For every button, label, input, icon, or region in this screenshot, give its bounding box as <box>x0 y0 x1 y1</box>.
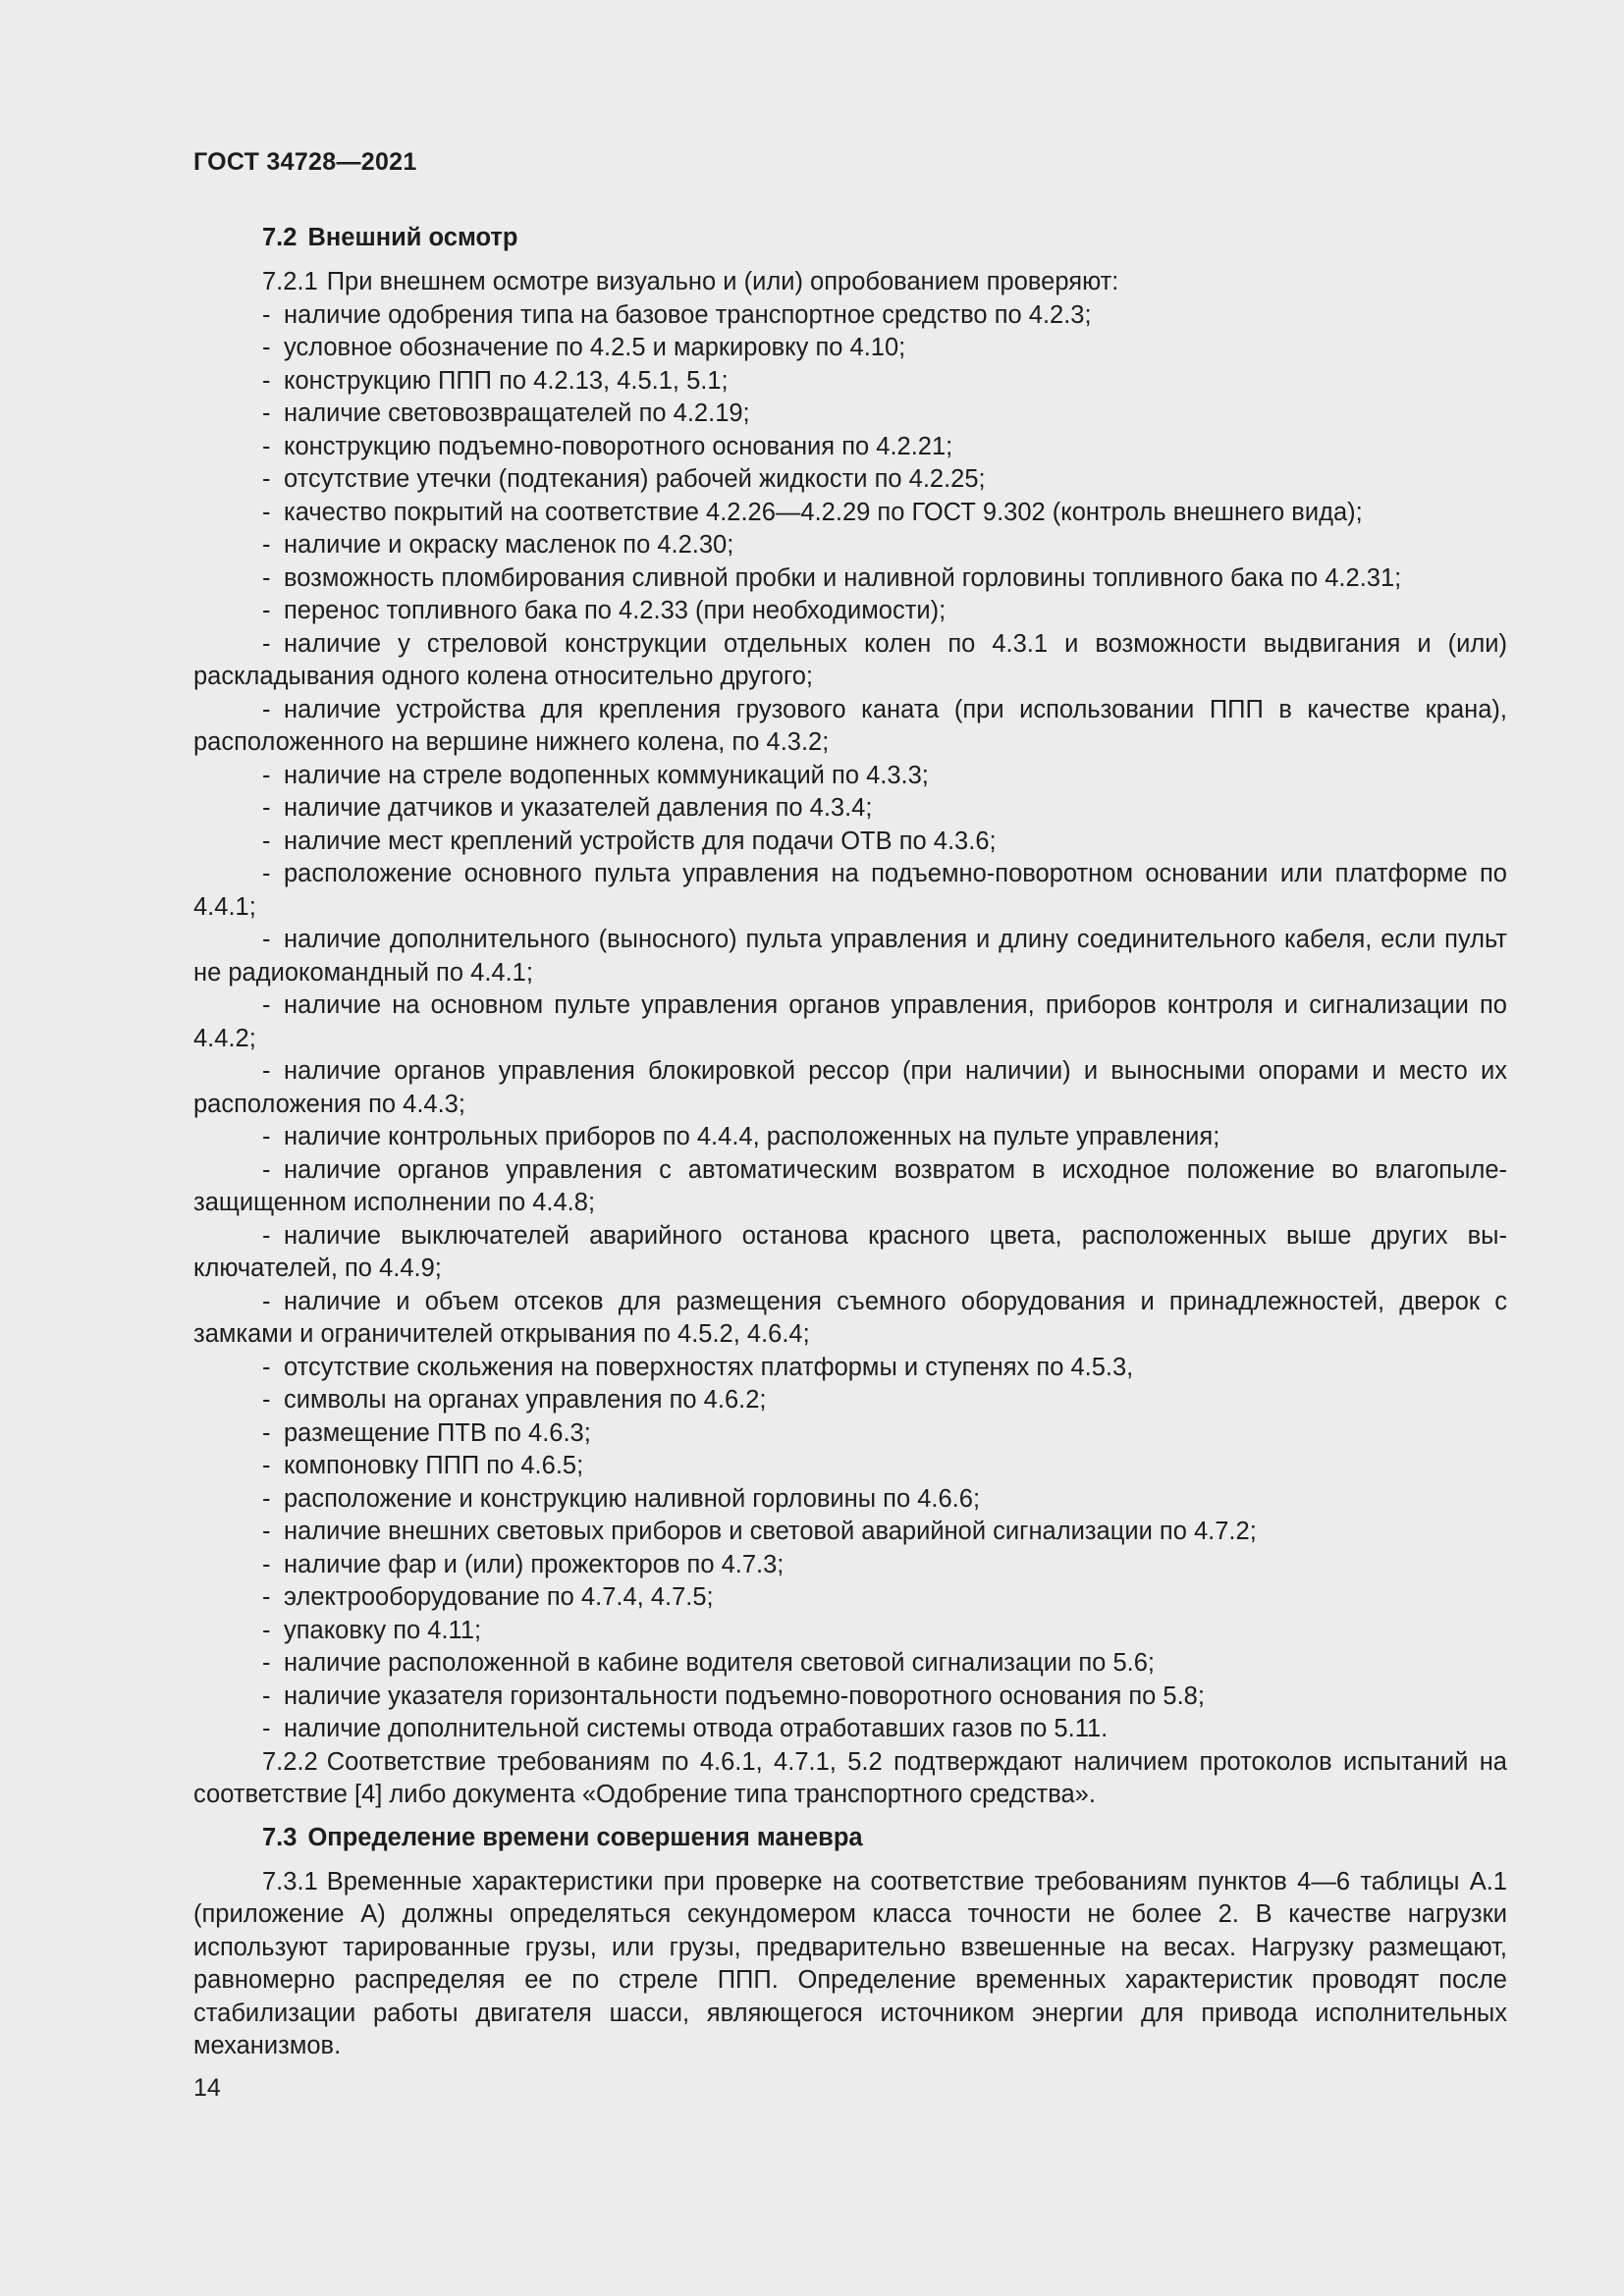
list-dash: - <box>262 761 271 789</box>
list-dash: - <box>262 1649 271 1677</box>
list-dash: - <box>262 1386 271 1414</box>
list-item <box>193 1220 1507 1286</box>
list-dash: - <box>262 366 271 395</box>
section-title: Внешний осмотр <box>307 224 518 251</box>
list-item-text: возможность пломбирования сливной пробки и наливной горловины топливного бака по 4.2.31; <box>284 563 1402 592</box>
list-item <box>193 299 1507 333</box>
list-item <box>193 1516 1507 1549</box>
list-dash: - <box>262 1550 271 1578</box>
paragraph-text: Временные характеристики при проверке на соответствие требованиям пунктов 4—6 таблицы А.1 (приложение А) должны определяться секундомером класса точности не более 2. В качестве нагрузки используют тарированные грузы, или грузы, предварительно взвешенные на весах. Нагрузку размещают, равномерно распределяя ее по стреле ППП. Определение временных характеристик проводят после стабилизации работы двигателя шасси, являющегося источником энергии для привода исполнительных механизмов. <box>193 1867 1507 2059</box>
list-item-text: отсутствие скольжения на поверхностях платформы и ступенях по 4.5.3, <box>284 1353 1134 1381</box>
list-item <box>193 1483 1507 1517</box>
list-item-text: наличие у стреловой конструкции отдельных колен по 4.3.1 и возможности выдвигания и (или) раскладывания одного колена относительно другого; <box>193 629 1507 690</box>
list-item-text: наличие внешних световых приборов и световой аварийной сигнализации по 4.7.2; <box>284 1518 1257 1545</box>
list-item-text: наличие на основном пульте управления органов управления, приборов контроля и сигнализации по 4.4.2; <box>193 991 1507 1052</box>
paragraph-number: 7.2.1 <box>262 268 318 295</box>
paragraph-text: Соответствие требованиям по 4.6.1, 4.7.1, 5.2 подтверждают наличием протоколов испытаний на соответствие [4] либо документа «Одобрение типа транспортного средства». <box>193 1747 1507 1808</box>
list-item-text: наличие контрольных приборов по 4.4.4, расположенных на пульте управления; <box>284 1123 1220 1150</box>
list-item <box>193 628 1507 694</box>
page-content <box>193 222 1507 2063</box>
list-item <box>193 858 1507 924</box>
list-dash: - <box>262 1715 271 1742</box>
list-item-text: конструкцию ППП по 4.2.13, 4.5.1, 5.1; <box>284 366 729 395</box>
inspection-list <box>193 299 1507 1746</box>
list-dash: - <box>262 1484 271 1513</box>
list-item-text: наличие дополнительного (выносного) пульта управления и длину соединительного кабеля, если пульт не радиокомандный по 4.4.1; <box>193 926 1507 987</box>
list-item <box>193 1417 1507 1451</box>
list-item-text: наличие и объем отсеков для размещения съемного оборудования и принадлежностей, дверок с замками и ограничителей открывания по 4.5.2, 4.6.4; <box>193 1287 1507 1348</box>
paragraph-text: При внешнем осмотре визуально и (или) опробованием проверяют: <box>326 268 1119 295</box>
list-item <box>193 332 1507 365</box>
list-dash: - <box>262 991 271 1019</box>
list-item <box>193 1352 1507 1385</box>
list-item-text: наличие указателя горизонтальности подъемно-поворотного основания по 5.8; <box>284 1682 1205 1710</box>
list-item <box>193 1055 1507 1121</box>
list-dash: - <box>262 498 271 526</box>
list-dash: - <box>262 1123 271 1150</box>
list-item-text: наличие одобрения типа на базовое транспортное средство по 4.2.3; <box>284 300 1092 329</box>
paragraph-7-3-1 <box>193 1866 1507 2063</box>
list-item-text: наличие выключателей аварийного останова красного цвета, расположенных выше других выключателей, по 4.4.9; <box>193 1221 1507 1282</box>
list-item <box>193 826 1507 859</box>
paragraph-7-2-2 <box>193 1746 1507 1812</box>
list-dash: - <box>262 531 271 559</box>
list-item <box>193 1615 1507 1648</box>
list-item <box>193 431 1507 464</box>
list-item <box>193 595 1507 628</box>
list-item <box>193 1286 1507 1352</box>
list-item <box>193 529 1507 562</box>
list-item-text: наличие органов управления блокировкой рессор (при наличии) и выносными опорами и место их расположения по 4.4.3; <box>193 1057 1507 1118</box>
list-dash: - <box>262 629 271 658</box>
section-title: Определение времени совершения маневра <box>307 1823 863 1851</box>
list-item <box>193 1384 1507 1417</box>
list-item-text: наличие мест креплений устройств для подачи ОТВ по 4.3.6; <box>284 827 997 855</box>
list-dash: - <box>262 563 271 592</box>
list-dash: - <box>262 1616 271 1644</box>
section-heading-7-2 <box>193 222 1507 254</box>
list-dash: - <box>262 465 271 493</box>
list-item <box>193 1647 1507 1681</box>
list-item-text: наличие на стреле водопенных коммуникаций по 4.3.3; <box>284 761 929 789</box>
list-item-text: расположение и конструкцию наливной горловины по 4.6.6; <box>284 1484 981 1513</box>
list-item <box>193 497 1507 530</box>
list-item-text: наличие световозвращателей по 4.2.19; <box>284 400 750 427</box>
list-item-text: качество покрытий на соответствие 4.2.26—4.2.29 по ГОСТ 9.302 (контроль внешнего вида); <box>284 498 1363 526</box>
list-dash: - <box>262 1682 271 1710</box>
list-item <box>193 1581 1507 1615</box>
list-item-text: условное обозначение по 4.2.5 и маркировку по 4.10; <box>284 334 906 361</box>
list-dash: - <box>262 695 271 723</box>
section-number: 7.2 <box>262 224 298 251</box>
list-item-text: отсутствие утечки (подтекания) рабочей жидкости по 4.2.25; <box>284 465 986 493</box>
list-dash: - <box>262 432 271 460</box>
list-item-text: символы на органах управления по 4.6.2; <box>284 1386 767 1414</box>
list-item-text: наличие дополнительной системы отвода отработавших газов по 5.11. <box>284 1715 1109 1742</box>
list-dash: - <box>262 1057 271 1085</box>
section-number: 7.3 <box>262 1823 298 1851</box>
list-item <box>193 989 1507 1055</box>
list-item <box>193 1713 1507 1746</box>
list-dash: - <box>262 300 271 329</box>
list-item <box>193 1121 1507 1154</box>
page-number: 14 <box>193 2074 221 2102</box>
section-heading-7-3 <box>193 1822 1507 1854</box>
list-item-text: наличие расположенной в кабине водителя световой сигнализации по 5.6; <box>284 1649 1155 1677</box>
list-item-text: наличие и окраску масленок по 4.2.30; <box>284 531 734 559</box>
paragraph-number: 7.2.2 <box>262 1747 318 1776</box>
list-dash: - <box>262 334 271 361</box>
list-item <box>193 1154 1507 1220</box>
list-item-text: наличие органов управления с автоматическим возвратом в исходное положение во влагопылезащищенном исполнении по 4.4.8; <box>193 1155 1507 1216</box>
list-dash: - <box>262 1287 271 1315</box>
list-item <box>193 1681 1507 1714</box>
list-item <box>193 365 1507 399</box>
list-item-text: наличие устройства для крепления грузового каната (при использовании ППП в качестве крана), расположенного на вершине нижнего колена, по 4.3.2; <box>193 695 1507 756</box>
list-dash: - <box>262 860 271 887</box>
list-item-text: наличие фар и (или) прожекторов по 4.7.3; <box>284 1550 785 1578</box>
list-item-text: электрооборудование по 4.7.4, 4.7.5; <box>284 1583 714 1611</box>
list-item-text: конструкцию подъемно-поворотного основания по 4.2.21; <box>284 432 953 460</box>
list-dash: - <box>262 1452 271 1479</box>
list-dash: - <box>262 1418 271 1447</box>
list-item <box>193 1450 1507 1483</box>
list-item <box>193 694 1507 760</box>
paragraph-7-2-1 <box>193 266 1507 299</box>
list-item-text: размещение ПТВ по 4.6.3; <box>284 1418 591 1447</box>
list-item-text: перенос топливного бака по 4.2.33 (при необходимости); <box>284 597 947 624</box>
document-header: ГОСТ 34728—2021 <box>193 148 417 176</box>
list-dash: - <box>262 1221 271 1250</box>
list-dash: - <box>262 794 271 822</box>
list-item <box>193 398 1507 431</box>
list-dash: - <box>262 597 271 624</box>
list-dash: - <box>262 926 271 953</box>
list-item-text: расположение основного пульта управления на подъемно-поворотном основании или платформе по 4.4.1; <box>193 860 1507 921</box>
list-item <box>193 463 1507 497</box>
list-item <box>193 1549 1507 1582</box>
list-dash: - <box>262 1353 271 1381</box>
list-item <box>193 792 1507 826</box>
list-item <box>193 562 1507 596</box>
list-dash: - <box>262 1583 271 1611</box>
list-item <box>193 924 1507 989</box>
list-dash: - <box>262 827 271 855</box>
paragraph-number: 7.3.1 <box>262 1867 318 1896</box>
list-item-text: наличие датчиков и указателей давления по 4.3.4; <box>284 794 873 822</box>
list-item <box>193 760 1507 793</box>
list-dash: - <box>262 1155 271 1184</box>
list-item-text: компоновку ППП по 4.6.5; <box>284 1452 584 1479</box>
list-item-text: упаковку по 4.11; <box>284 1616 482 1644</box>
list-dash: - <box>262 400 271 427</box>
list-dash: - <box>262 1518 271 1545</box>
